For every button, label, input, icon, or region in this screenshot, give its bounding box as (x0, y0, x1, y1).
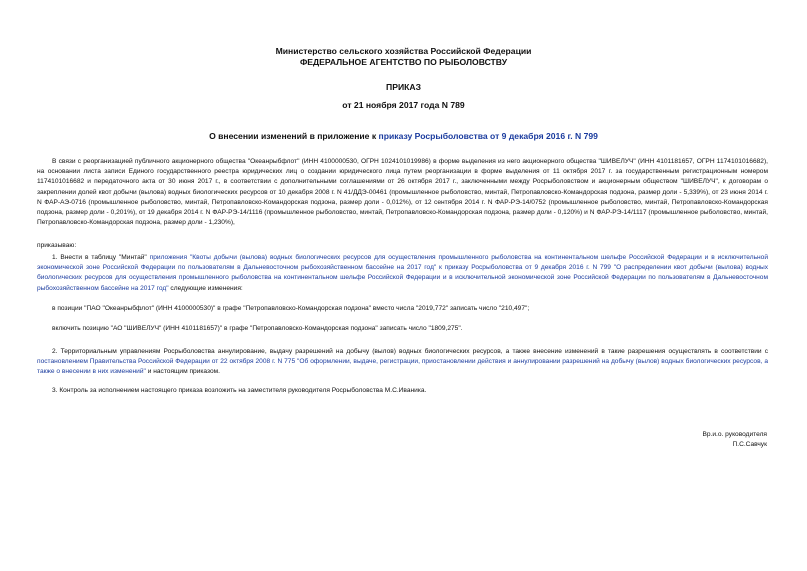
item-1-appendix-link[interactable]: приложения "Квоты добычи (вылова) водных биологических ресурсов для осуществления промышленного рыболовства на континентальном шельфе Российской Федерации и в исключительной экономической зоне Российской Федерации по пользователям в Дальневосточном рыбохозяйственном бассейне на 2017 год" к приказу Росрыболовства от 9 декабря 2016 г. N 799 "О распределении квот добычи (вылова) водных биологических ресурсов для осуществления промышленного рыболовства на континентальном шельфе Российской Федерации и в исключительной экономической зоне Российской Федерации по пользователям в Дальневосточном рыбохозяйственном бассейне на 2017 год" (37, 254, 768, 292)
item-1-change-a: в позиции "ПАО "Океанрыбфлот" (ИНН 4100000530)" в графе "Петропавловско-Командорская подзона" вместо числа "2019,772" записать число "210,497"; (52, 305, 530, 312)
title-order-link[interactable]: приказу Росрыболовства от 9 декабря 2016 г. N 799 (378, 131, 598, 141)
document-title (0, 131, 807, 142)
agency-name: ФЕДЕРАЛЬНОЕ АГЕНТСТВО ПО РЫБОЛОВСТВУ (299, 57, 508, 67)
item-1-prefix: 1. Внести в таблицу "Минтай" (52, 254, 150, 261)
item-2-prefix: 2. Территориальным управлениям Росрыболовства аннулирование, выдачу разрешений на добычу (вылов) водных биологических ресурсов, а также внесение изменений в такие разрешения осуществлять в соответствии с (52, 348, 768, 355)
signature-position: Вр.и.о. руководителя (702, 431, 767, 438)
document-type: ПРИКАЗ (386, 82, 421, 92)
signature-name: П.С.Савчук (732, 441, 767, 448)
document-body (37, 157, 768, 228)
item-3: 3. Контроль за исполнением настоящего приказа возложить на заместителя руководителя Росрыболовства М.С.Иваника. (52, 387, 427, 394)
item-1-suffix: следующие изменения: (168, 284, 243, 292)
signature-block (702, 430, 767, 450)
preamble-paragraph: В связи с реорганизацией публичного акционерного общества "Океанрыбфлот" (ИНН 4100000530, ОГРН 1024101019986) в форме выделения из него акционерного общества "ШИВЕЛУЧ" (ИНН 4101181657, ОГРН 1174101016682), на основании листа записи Единого государственного реестра юридических лиц о создании юридического лица путем реорганизации в форме выделения от 11 октября 2017 г. за государственным регистрационным номером 1174101016682 и передаточного акта от 30 июня 2017 г., в соответствии с дополнительными соглашениями от 26 октября 2017 г., заключенными между Росрыболовством и акционерным обществом "ШИВЕЛУЧ", к договорам о закреплении долей квот добычи (вылова) водных биологических ресурсов от 10 декабря 2008 г. N 41/ДДЭ-00461 (промышленное рыболовство, минтай, Петропавловско-Командорская подзона, размер доли - 5,339%), от 23 июня 2014 г. N ФАР-АЭ-0716 (промышленное рыболовство, минтай, Петропавловско-Командорская подзона, размер доли - 0,012%), от 12 сентября 2014 г. N ФАР-РЭ-14/0752 (промышленное рыболовство, минтай, Петропавловско-Командорская подзона, размер доли - 0,201%), от 19 декабря 2014 г. N ФАР-РЭ-14/1116 (промышленное рыболовство, минтай, Петропавловско-Командорская подзона, размер доли - 0,120%) и N ФАР-РЭ-14/1117 (промышленное рыболовство, минтай, Петропавловско-Командорская подзона, размер доли - 1,230%), (37, 158, 768, 227)
item-2-resolution-link[interactable]: постановлением Правительства Российской Федерации от 22 октября 2008 г. N 775 "Об оформлении, выдаче, регистрации, приостановлении действия и аннулировании разрешений на добычу (вылов) водных биологических ресурсов, а также о внесении в них изменений" (37, 358, 768, 376)
item-2 (37, 347, 768, 378)
document-date-number: от 21 ноября 2017 года N 789 (342, 100, 465, 110)
item-2-suffix: и настоящим приказом. (145, 368, 221, 376)
title-prefix: О внесении изменений в приложение к (209, 131, 379, 141)
document-header (0, 46, 807, 68)
order-word: приказываю: (37, 242, 77, 249)
ministry-name: Министерство сельского хозяйства Российской Федерации (275, 46, 532, 56)
item-1-change-b: включить позицию "АО "ШИВЕЛУЧ" (ИНН 4101181657)" в графе "Петропавловско-Командорская подзона" записать число "1809,275". (52, 325, 463, 332)
item-1-paragraph (37, 253, 768, 294)
item-1 (37, 253, 768, 294)
item-2-paragraph (37, 347, 768, 378)
